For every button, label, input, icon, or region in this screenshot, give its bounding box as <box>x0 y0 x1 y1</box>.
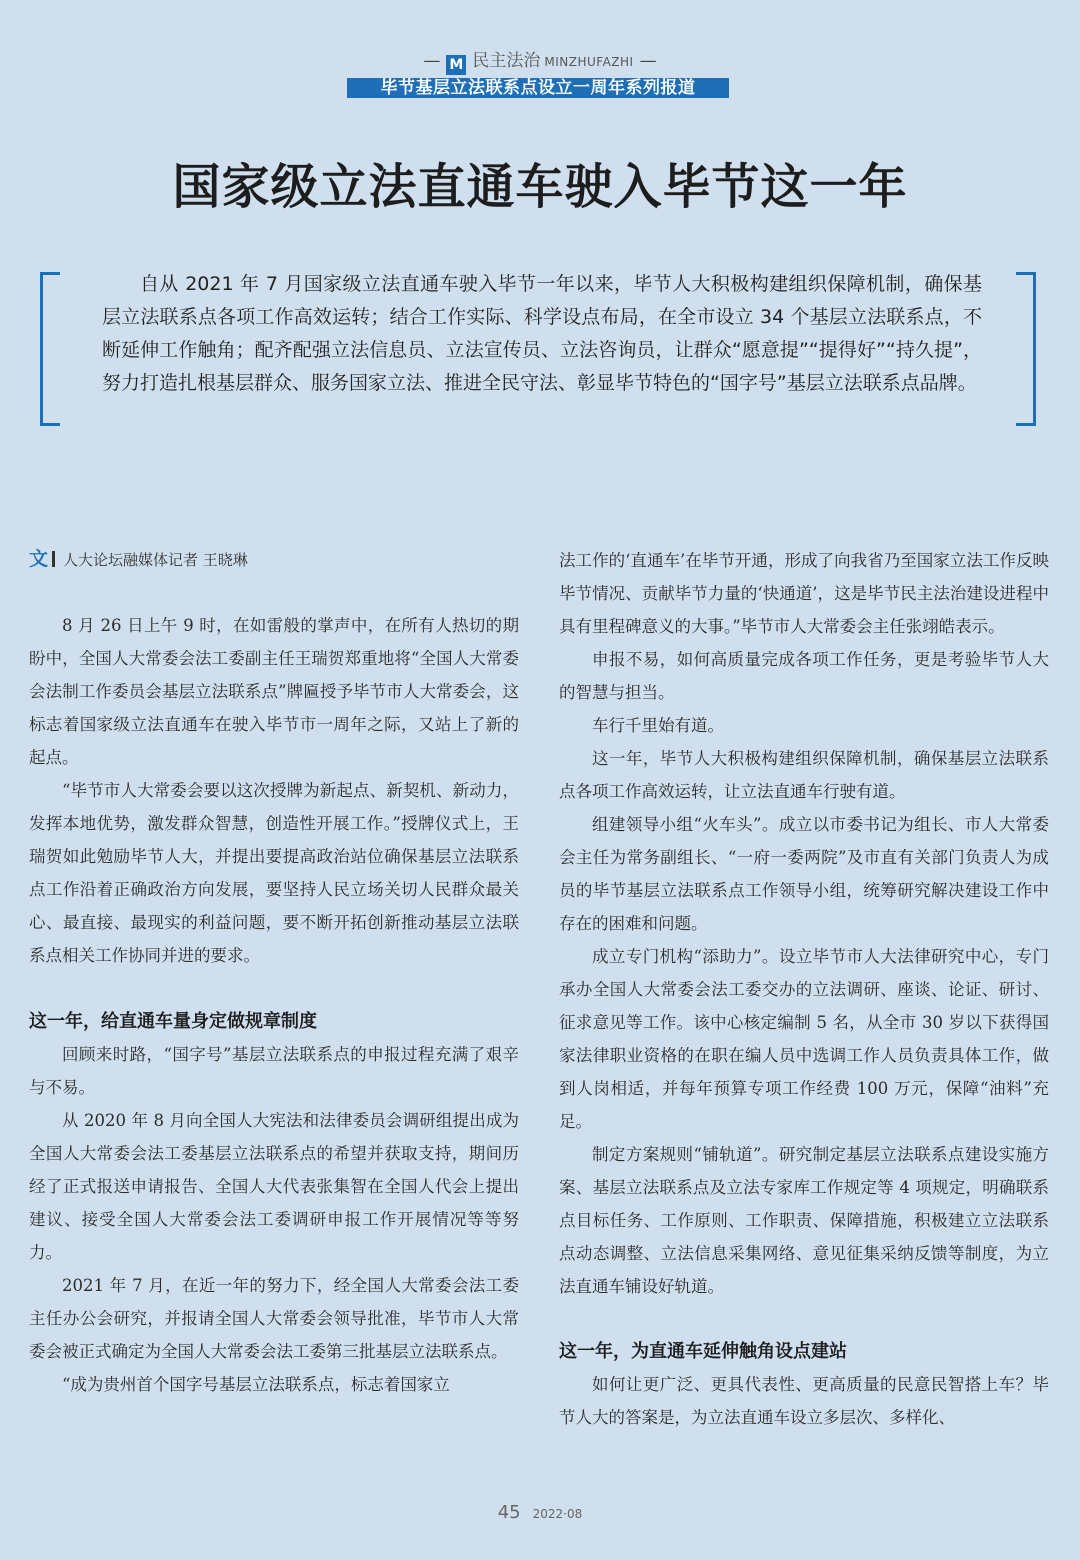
column-name-latin: MINZHUFAZHI <box>544 55 634 69</box>
series-banner: 毕节基层立法联系点设立一周年系列报道 <box>347 78 729 98</box>
section-heading: 这一年，为直通车延伸触角设点建站 <box>559 1341 847 1362</box>
article-title: 国家级立法直通车驶入毕节这一年 <box>172 159 908 215</box>
lead-paragraph: 自从 2021 年 7 月国家级立法直通车驶入毕节一年以来，毕节人大积极构建组织保障机制，确保基层立法联系点各项工作高效运转；结合工作实际、科学设点布局，在全市设立 34 个基层立法联系点，不断延伸工作触角；配齐配强立法信息员、立法宣传员、立法咨询员，让群众“愿意提”“提得好”“持久提”，努力打造扎根基层群众、服务国家立法、推进全民守法、彰显毕节特色的“国字号”基层立法联系点品牌。 <box>102 273 982 394</box>
masthead-dash-right: — <box>639 51 657 71</box>
paragraph: 组建领导小组“火车头”。成立以市委书记为组长、市人大常委会主任为常务副组长、“一府一委两院”及市直有关部门负责人为成员的毕节基层立法联系点工作领导小组，统筹研究解决建设工作中存在的困难和问题。 <box>559 815 1049 933</box>
paragraph: 申报不易，如何高质量完成各项工作任务，更是考验毕节人大的智慧与担当。 <box>559 650 1049 702</box>
byline-author: 人大论坛融媒体记者 王晓琳 <box>63 551 248 569</box>
paragraph: 回顾来时路，“国字号”基层立法联系点的申报过程充满了艰辛与不易。 <box>29 1045 519 1097</box>
lead-bracket-left <box>40 272 60 426</box>
paragraph-continued: 法工作的‘直通车’在毕节开通，形成了向我省乃至国家立法工作反映毕节情况、贡献毕节力量的‘快通道’，这是毕节民主法治建设进程中具有里程碑意义的大事。”毕节市人大常委会主任张翊皓表示。 <box>559 551 1049 636</box>
paragraph: “成为贵州首个国字号基层立法联系点，标志着国家立 <box>62 1375 450 1394</box>
lead-bracket-right <box>1016 272 1036 426</box>
byline <box>29 544 519 575</box>
paragraph: 2021 年 7 月，在近一年的努力下，经全国人大常委会法工委主任办公会研究，并报请全国人大常委会领导批准，毕节市人大常委会被正式确定为全国人大常委会法工委第三批基层立法联系点。 <box>29 1276 519 1361</box>
column-left <box>29 544 519 1401</box>
paragraph: 如何让更广泛、更具代表性、更高质量的民意民智搭上车？毕节人大的答案是，为立法直通车设立多层次、多样化、 <box>559 1375 1049 1427</box>
issue-date: 2022·08 <box>532 1507 583 1521</box>
paragraph: 车行千里始有道。 <box>592 716 724 735</box>
paragraph: 这一年，毕节人大积极构建组织保障机制，确保基层立法联系点各项工作高效运转，让立法直通车行驶有道。 <box>559 749 1049 801</box>
byline-marker: 文 <box>29 548 49 570</box>
section-heading: 这一年，给直通车量身定做规章制度 <box>29 1011 317 1032</box>
column-right <box>559 544 1049 1434</box>
paragraph: “毕节市人大常委会要以这次授牌为新起点、新契机、新动力，发挥本地优势，激发群众智慧，创造性开展工作。”授牌仪式上，王瑞贺如此勉励毕节人大，并提出要提高政治站位确保基层立法联系点工作沿着正确政治方向发展，要坚持人民立场关切人民群众最关心、最直接、最现实的利益问题，要不断开拓创新推动基层立法联系点相关工作协同并进的要求。 <box>29 781 519 965</box>
masthead <box>0 46 1080 75</box>
column-name: 民主法治 <box>472 51 541 71</box>
magazine-logo-icon: M <box>446 55 466 75</box>
paragraph: 8 月 26 日上午 9 时，在如雷般的掌声中，在所有人热切的期盼中，全国人大常委会法工委副主任王瑞贺郑重地将“全国人大常委会法制工作委员会基层立法联系点”牌匾授予毕节市人大常委会，这标志着国家级立法直通车在驶入毕节市一周年之际，又站上了新的起点。 <box>29 616 519 767</box>
page-footer <box>0 1502 1080 1523</box>
page-number: 45 <box>497 1502 521 1523</box>
paragraph: 成立专门机构“添助力”。设立毕节市人大法律研究中心，专门承办全国人大常委会法工委交办的立法调研、座谈、论证、研讨、征求意见等工作。该中心核定编制 5 名，从全市 30 岁以下获得国家法律职业资格的在职在编人员中选调工作人员负责具体工作，做到人岗相适，并每年预算专项工作经费 100 万元，保障“油料”充足。 <box>559 947 1049 1131</box>
paragraph: 从 2020 年 8 月向全国人大宪法和法律委员会调研组提出成为全国人大常委会法工委基层立法联系点的希望并获取支持，期间历经了正式报送申请报告、全国人大代表张集智在全国人代会上提出建议、接受全国人大常委会法工委调研申报工作开展情况等等努力。 <box>29 1111 519 1262</box>
masthead-dash-left: — <box>423 51 441 71</box>
byline-divider <box>52 551 55 567</box>
paragraph: 制定方案规则“铺轨道”。研究制定基层立法联系点建设实施方案、基层立法联系点及立法专家库工作规定等 4 项规定，明确联系点目标任务、工作原则、工作职责、保障措施，积极建立立法联系点动态调整、立法信息采集网络、意见征集采纳反馈等制度，为立法直通车铺设好轨道。 <box>559 1145 1049 1296</box>
